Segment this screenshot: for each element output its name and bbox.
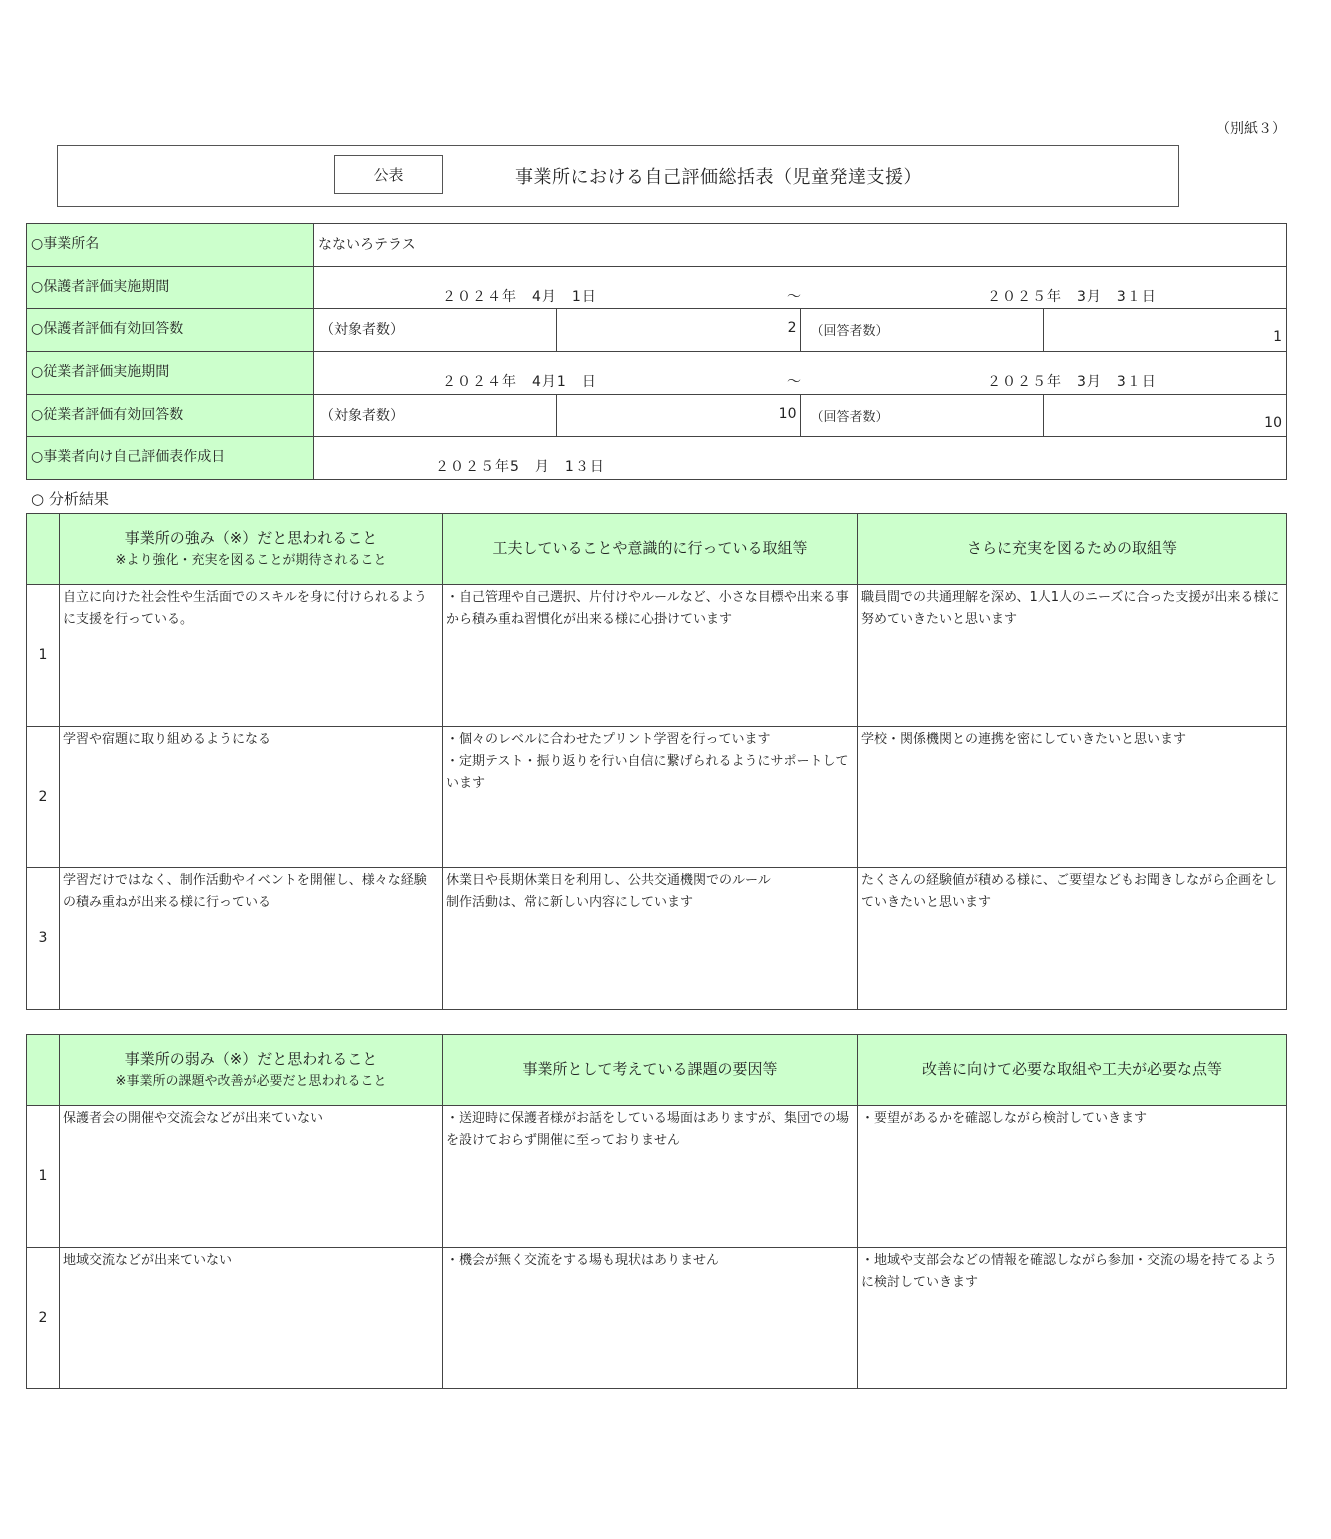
staff-target-cell bbox=[557, 394, 800, 437]
staff-period-value bbox=[314, 352, 1287, 395]
row-cell-2: ・個々のレベルに合わせたプリント学習を行っています ・定期テスト・振り返りを行い自信に繋げられるようにサポートしています bbox=[443, 726, 858, 868]
strengths-table bbox=[26, 513, 1287, 1010]
created-date-value: ２０２５年5 月 1３日 bbox=[435, 459, 605, 476]
row-number: 1 bbox=[27, 1106, 60, 1248]
table-row bbox=[27, 1247, 1287, 1389]
staff-count-label: ○従業者評価有効回答数 bbox=[27, 394, 314, 437]
strengths-header-2: 工夫していることや意識的に行っている取組等 bbox=[443, 514, 858, 585]
annex-label: （別紙３） bbox=[1216, 121, 1286, 137]
created-date-cell bbox=[314, 437, 1287, 480]
guardian-period-end: ２０２５年 3月 3１日 bbox=[987, 288, 1157, 305]
row-cell-2: 休業日や長期休業日を利用し、公共交通機関でのルール 制作活動は、常に新しい内容にしています bbox=[443, 868, 858, 1010]
strengths-header-3: さらに充実を図るための取組等 bbox=[858, 514, 1287, 585]
row-cell-3: ・要望があるかを確認しながら検討していきます bbox=[858, 1106, 1287, 1248]
row-cell-1: 地域交流などが出来ていない bbox=[60, 1247, 443, 1389]
staff-answer-value: 10 bbox=[1264, 414, 1282, 431]
weaknesses-header-2: 事業所として考えている課題の要因等 bbox=[443, 1035, 858, 1106]
staff-period-end: ２０２５年 3月 3１日 bbox=[987, 374, 1157, 391]
row-cell-2: ・自己管理や自己選択、片付けやルールなど、小さな目標や出来る事から積み重ね習慣化が出来る様に心掛けています bbox=[443, 585, 858, 727]
row-cell-3: 職員間での共通理解を深め、1人1人のニーズに合った支援が出来る様に努めていきたいと思います bbox=[858, 585, 1287, 727]
weaknesses-header-1 bbox=[60, 1035, 443, 1106]
table-row bbox=[27, 868, 1287, 1010]
facility-name-value: なないろテラス bbox=[314, 224, 1287, 267]
strengths-num-header bbox=[27, 514, 60, 585]
row-cell-1: 保護者会の開催や交流会などが出来ていない bbox=[60, 1106, 443, 1248]
table-row bbox=[27, 726, 1287, 868]
page-title: 事業所における自己評価総括表（児童発達支援） bbox=[515, 167, 922, 188]
table-row bbox=[27, 1106, 1287, 1248]
guardian-target-value: 2 bbox=[787, 320, 797, 337]
analysis-section-label: ○ 分析結果 bbox=[31, 490, 109, 508]
weaknesses-rows bbox=[27, 1106, 1287, 1389]
row-number: 2 bbox=[27, 1247, 60, 1389]
weaknesses-num-header bbox=[27, 1035, 60, 1106]
staff-period-label: ○従業者評価実施期間 bbox=[27, 352, 314, 395]
staff-period-sep: ～ bbox=[787, 374, 802, 391]
guardian-answer-label: （回答者数） bbox=[800, 309, 1043, 352]
row-cell-3: ・地域や支部会などの情報を確認しながら参加・交流の場を持てるように検討していきます bbox=[858, 1247, 1287, 1389]
strengths-header-1-title: 事業所の強み（※）だと思われること bbox=[124, 529, 378, 548]
public-badge: 公表 bbox=[334, 155, 443, 194]
row-cell-1: 学習だけではなく、制作活動やイベントを開催し、様々な経験の積み重ねが出来る様に行っている bbox=[60, 868, 443, 1010]
guardian-count-label: ○保護者評価有効回答数 bbox=[27, 309, 314, 352]
staff-target-value: 10 bbox=[778, 405, 797, 422]
facility-name-label: ○事業所名 bbox=[27, 224, 314, 267]
guardian-target-cell bbox=[557, 309, 800, 352]
staff-period-start: ２０２４年 4月1 日 bbox=[442, 374, 597, 391]
strengths-rows bbox=[27, 585, 1287, 1010]
guardian-period-start: ２０２４年 4月 1日 bbox=[442, 288, 597, 305]
staff-target-label: （対象者数） bbox=[314, 394, 557, 437]
row-number: 1 bbox=[27, 585, 60, 727]
guardian-period-value bbox=[314, 266, 1287, 309]
row-cell-2: ・送迎時に保護者様がお話をしている場面はありますが、集団での場を設けておらず開催に至っておりません bbox=[443, 1106, 858, 1248]
guardian-period-label: ○保護者評価実施期間 bbox=[27, 266, 314, 309]
weaknesses-table bbox=[26, 1034, 1287, 1389]
table-row bbox=[27, 585, 1287, 727]
staff-answer-cell bbox=[1043, 394, 1286, 437]
row-cell-1: 自立に向けた社会性や生活面でのスキルを身に付けられるように支援を行っている。 bbox=[60, 585, 443, 727]
created-date-label: ○事業者向け自己評価表作成日 bbox=[27, 437, 314, 480]
row-cell-3: 学校・関係機関との連携を密にしていきたいと思います bbox=[858, 726, 1287, 868]
strengths-header-1 bbox=[60, 514, 443, 585]
row-cell-2: ・機会が無く交流をする場も現状はありません bbox=[443, 1247, 858, 1389]
weaknesses-header-1-sub: ※事業所の課題や改善が必要だと思われること bbox=[115, 1073, 387, 1089]
guardian-answer-value: 1 bbox=[1273, 329, 1282, 346]
guardian-answer-cell bbox=[1043, 309, 1286, 352]
facility-info-table bbox=[26, 223, 1287, 480]
guardian-target-label: （対象者数） bbox=[314, 309, 557, 352]
row-number: 2 bbox=[27, 726, 60, 868]
row-cell-3: たくさんの経験値が積める様に、ご要望などもお聞きしながら企画をしていきたいと思います bbox=[858, 868, 1287, 1010]
row-cell-1: 学習や宿題に取り組めるようになる bbox=[60, 726, 443, 868]
guardian-period-sep: ～ bbox=[787, 288, 802, 305]
weaknesses-header-3: 改善に向けて必要な取組や工夫が必要な点等 bbox=[858, 1035, 1287, 1106]
weaknesses-header-1-title: 事業所の弱み（※）だと思われること bbox=[124, 1050, 378, 1069]
staff-answer-label: （回答者数） bbox=[800, 394, 1043, 437]
row-number: 3 bbox=[27, 868, 60, 1010]
strengths-header-1-sub: ※より強化・充実を図ることが期待されること bbox=[115, 552, 387, 568]
